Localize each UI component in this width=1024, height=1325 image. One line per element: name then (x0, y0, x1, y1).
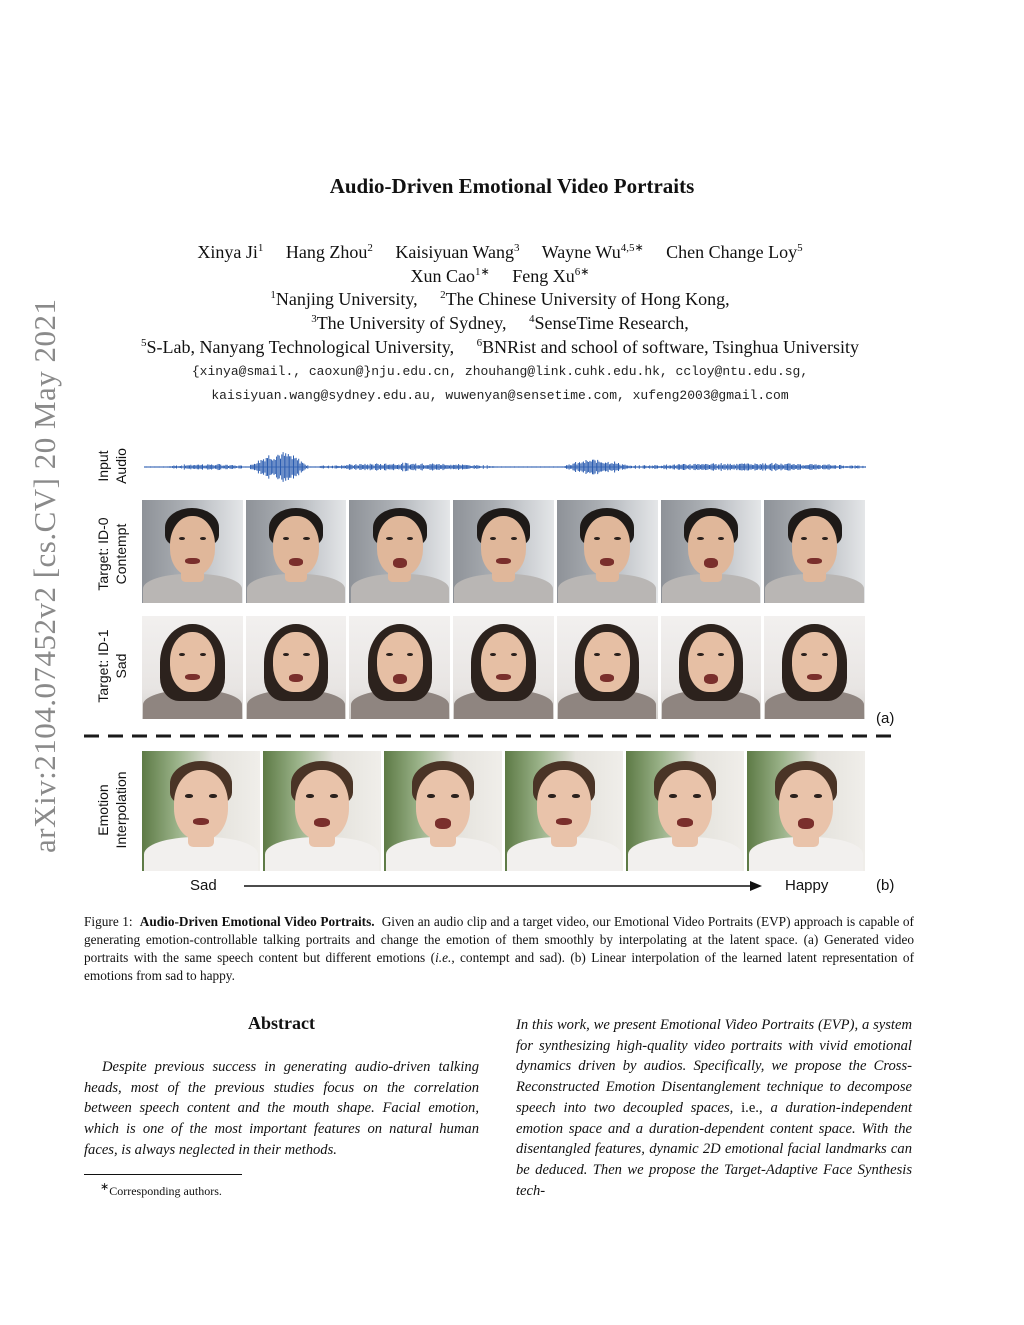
portrait-mouth (496, 558, 511, 564)
portrait-eye (572, 794, 579, 798)
portrait-mouth (393, 558, 408, 568)
portrait-eye (614, 537, 620, 540)
portrait-face (584, 516, 630, 576)
portrait-eye (386, 537, 392, 540)
portrait-eye (209, 794, 216, 798)
portrait-face (170, 516, 216, 576)
frames-emotion-interpolation (141, 751, 867, 871)
portrait-mouth (314, 818, 331, 827)
portrait-eye (822, 537, 828, 540)
portrait-eye (801, 537, 807, 540)
video-frame (453, 500, 554, 603)
video-frame (764, 500, 865, 603)
portrait-eye (330, 794, 337, 798)
portrait-eye (511, 653, 517, 656)
portrait-face (295, 770, 348, 840)
video-frame (263, 751, 381, 871)
video-frame (453, 616, 554, 719)
portrait-face (377, 632, 423, 692)
affiliations-line-3: $^5$S-Lab, Nanyang Technological University, $^6$BNRist and school of software, Tsinghua University (140, 337, 860, 357)
email-line-2: kaisiyuan.wang@sydney.edu.au, wuwenyan@sensetime.com, xufeng2003@gmail.com (211, 388, 789, 403)
video-frame (661, 500, 762, 603)
portrait-eye (594, 537, 600, 540)
intro-paragraph: In this work, we present Emotional Video Portraits (EVP), a system for synthesizing high-quality video portraits with vivid emotional dynamics driven by audios. Specifically, we propose the Cross-Reconstructed Emotion Disentanglement technique to decompose speech into two decoupled spaces, i.e., a duration-independent emotion space and a duration-dependent content space. With the disentangled features, dynamic 2D emotional facial landmarks can be deduced. Then we propose the Target-Adaptive Face Synthesis tech- (516, 1017, 913, 1199)
video-frame (661, 616, 762, 719)
portrait-mouth (289, 558, 304, 566)
part-label-a: (a) (876, 710, 895, 727)
video-frame (557, 616, 658, 719)
portrait-eye (179, 653, 185, 656)
portrait-mouth (556, 818, 573, 825)
portrait-mouth (704, 558, 719, 568)
portrait-mouth (704, 674, 719, 684)
portrait-eye (614, 653, 620, 656)
row-label-id0-contempt: Target: ID-0 Contempt (95, 517, 129, 591)
portrait-mouth (435, 818, 452, 829)
row-label-id1-sad: Target: ID-1 Sad (95, 629, 129, 703)
portrait-mouth (600, 558, 615, 566)
portrait-eye (822, 653, 828, 656)
author: Xinya Ji$^1$ (197, 242, 264, 262)
arrow-label-happy: Happy (785, 877, 829, 894)
portrait-mouth (193, 818, 210, 825)
portrait-eye (283, 653, 289, 656)
portrait-eye (200, 537, 206, 540)
portrait-eye (303, 653, 309, 656)
figure-divider (84, 732, 896, 740)
affiliations-line-1: $^1$Nanjing University, $^2$The Chinese University of Hong Kong, (270, 289, 730, 309)
video-frame (349, 500, 450, 603)
part-label-b: (b) (876, 877, 895, 894)
author: Hang Zhou$^2$ (285, 242, 373, 262)
video-frame (142, 616, 243, 719)
portrait-mouth (807, 674, 822, 680)
portrait-eye (407, 653, 413, 656)
video-frame (142, 500, 243, 603)
video-frame (626, 751, 744, 871)
author: Wayne $Wu^{4,5∗}$ (541, 242, 644, 262)
author: Feng $Xu^{6∗}$ (512, 266, 590, 286)
portrait-eye (306, 794, 313, 798)
video-frame (557, 500, 658, 603)
portrait-eye (718, 537, 724, 540)
portrait-eye (697, 653, 703, 656)
row-label-emotion-interpolation: Emotion Interpolation (95, 771, 129, 849)
portrait-mouth (289, 674, 304, 682)
portrait-eye (697, 537, 703, 540)
abstract-heading: Abstract (248, 1013, 315, 1033)
portrait-mouth (798, 818, 815, 829)
arrow-label-sad: Sad (190, 877, 217, 894)
portrait-eye (594, 653, 600, 656)
video-frame (246, 500, 347, 603)
portrait-face (688, 516, 734, 576)
portrait-eye (407, 537, 413, 540)
portrait-face (273, 632, 319, 692)
portrait-face (481, 516, 527, 576)
portrait-eye (185, 794, 192, 798)
video-frame (142, 751, 260, 871)
affiliations-line-2: $^3$The University of Sydney, $^4$SenseTime Research, (311, 313, 689, 333)
portrait-eye (451, 794, 458, 798)
email-line-1: {xinya@smail., caoxun@}nju.edu.cn, zhouhang@link.cuhk.edu.hk, ccloy@ntu.edu.sg, (191, 364, 809, 379)
portrait-face (416, 770, 469, 840)
audio-waveform (144, 448, 866, 488)
author: Chen Change Loy$^5$ (666, 242, 803, 262)
video-frame (246, 616, 347, 719)
video-frame (384, 751, 502, 871)
portrait-eye (490, 537, 496, 540)
row-label-input-audio: Input Audio (95, 448, 129, 484)
portrait-mouth (807, 558, 822, 564)
portrait-face (170, 632, 216, 692)
portrait-eye (814, 794, 821, 798)
portrait-eye (718, 653, 724, 656)
portrait-eye (427, 794, 434, 798)
portrait-eye (548, 794, 555, 798)
footnote: ∗Corresponding authors. (100, 1181, 222, 1198)
portrait-eye (693, 794, 700, 798)
portrait-face (481, 632, 527, 692)
portrait-mouth (600, 674, 615, 682)
portrait-eye (200, 653, 206, 656)
video-frame (764, 616, 865, 719)
portrait-face (658, 770, 711, 840)
portrait-eye (511, 537, 517, 540)
figure-caption: Figure 1: Audio-Driven Emotional Video Portraits. Given an audio clip and a target video, our Emotional Video Portraits (EVP) approach is capable of generating emotion-controllable talking portraits and change the emotion of them smoothly by interpolating at the latent space. (a) Generated video portraits with the same speech content but different emotions (i.e., contempt and sad). (b) Linear interpolation of the learned latent representation of emotions from sad to happy. (84, 914, 914, 983)
portrait-eye (386, 653, 392, 656)
frames-id0-contempt (141, 500, 867, 603)
portrait-eye (790, 794, 797, 798)
portrait-mouth (496, 674, 511, 680)
portrait-mouth (185, 674, 200, 680)
portrait-face (688, 632, 734, 692)
frames-id1-sad (141, 616, 867, 719)
footnote-rule (84, 1174, 242, 1175)
portrait-mouth (393, 674, 408, 684)
authors-line-2 (0, 265, 1000, 287)
portrait-face (779, 770, 832, 840)
interpolation-arrow (244, 879, 764, 893)
portrait-face (174, 770, 227, 840)
author: Xun Cao$^{1∗}$ (410, 266, 490, 286)
author: Kaisiyuan Wang$^3$ (395, 242, 520, 262)
arxiv-side-stamp: arXiv:2104.07452v2 [cs.CV] 20 May 2021 (27, 298, 62, 853)
portrait-face (537, 770, 590, 840)
portrait-eye (669, 794, 676, 798)
video-frame (747, 751, 865, 871)
portrait-mouth (677, 818, 694, 827)
portrait-face (792, 632, 838, 692)
abstract-body: Despite previous success in generating audio-driven talking heads, most of the previous studies focus on the correlation between speech content and the mouth shape. Facial emotion, which is one of the most important features on natural human faces, is always neglected in their methods. (84, 1059, 479, 1158)
portrait-eye (179, 537, 185, 540)
portrait-eye (283, 537, 289, 540)
portrait-face (584, 632, 630, 692)
portrait-face (792, 516, 838, 576)
portrait-mouth (185, 558, 200, 564)
video-frame (505, 751, 623, 871)
video-frame (349, 616, 450, 719)
portrait-eye (303, 537, 309, 540)
portrait-eye (801, 653, 807, 656)
portrait-face (377, 516, 423, 576)
authors-line-1 (0, 241, 1000, 263)
paper-title: Audio-Driven Emotional Video Portraits (329, 174, 695, 198)
portrait-face (273, 516, 319, 576)
portrait-eye (490, 653, 496, 656)
